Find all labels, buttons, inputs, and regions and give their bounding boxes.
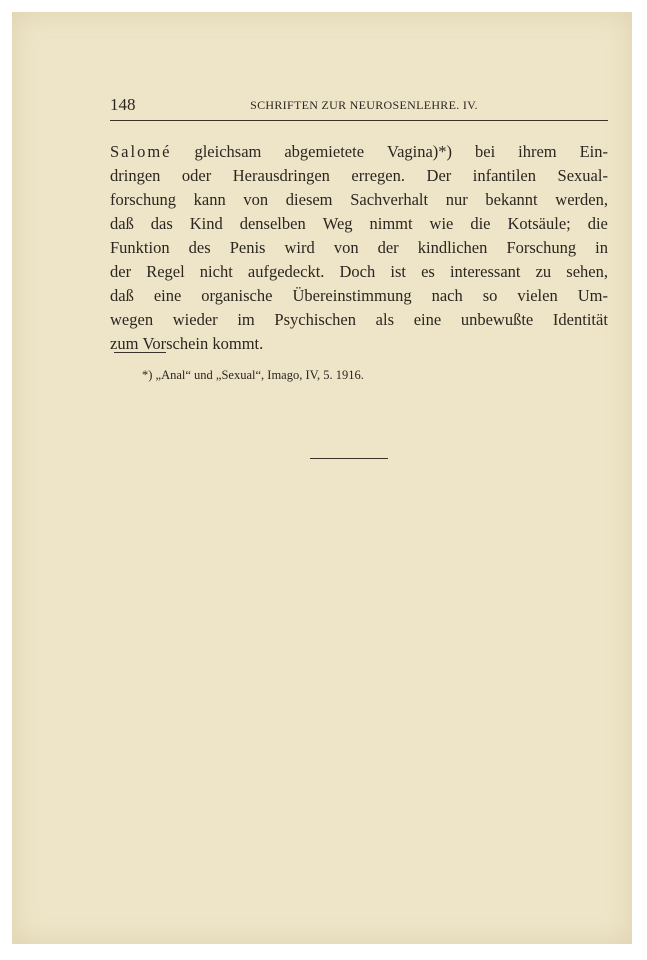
word: Funktion <box>110 238 170 257</box>
word: es <box>421 262 435 281</box>
page-number: 148 <box>110 95 136 114</box>
word: als <box>375 310 395 329</box>
footnote: *) „Anal“ und „Sexual“, Imago, IV, 5. 1916. <box>142 368 364 382</box>
word: Salomé <box>110 142 172 161</box>
word: erregen. <box>351 166 406 185</box>
text-line <box>110 236 608 260</box>
word: gleichsam <box>194 142 262 161</box>
text-line <box>110 284 608 308</box>
word: des <box>188 238 211 257</box>
word: von <box>333 238 359 257</box>
text-line <box>110 164 608 188</box>
text-line <box>110 212 608 236</box>
body-paragraph <box>110 140 608 356</box>
word: organische <box>201 286 273 305</box>
word: eine <box>413 310 442 329</box>
word: wieder <box>172 310 218 329</box>
word: wegen <box>110 310 154 329</box>
word: der <box>377 238 399 257</box>
word: zum <box>110 334 139 353</box>
word: zu <box>535 262 552 281</box>
word: Regel <box>146 262 185 281</box>
word: in <box>595 238 608 257</box>
text-line <box>110 188 608 212</box>
word: daß <box>110 286 134 305</box>
text-line <box>110 332 608 356</box>
word: der <box>110 262 132 281</box>
word: diesem <box>285 190 333 209</box>
word: denselben <box>239 214 306 233</box>
word: Weg <box>322 214 353 233</box>
word: im <box>237 310 255 329</box>
footnote-divider <box>114 352 166 353</box>
word: nimmt <box>369 214 413 233</box>
word: Penis <box>229 238 266 257</box>
word: ihrem <box>518 142 557 161</box>
text-line <box>110 140 608 164</box>
word: daß <box>110 214 134 233</box>
word: die <box>470 214 491 233</box>
word: eine <box>153 286 182 305</box>
word: sehen, <box>566 262 608 281</box>
word: abgemietete <box>284 142 365 161</box>
page-header <box>110 92 608 121</box>
word: Vorschein <box>142 334 209 353</box>
word: Sexual- <box>557 166 608 185</box>
word: bei <box>475 142 496 161</box>
word: Identität <box>552 310 608 329</box>
word: bekannt <box>485 190 538 209</box>
word: forschung <box>110 190 176 209</box>
word: Ein- <box>579 142 608 161</box>
word: die <box>587 214 608 233</box>
word: nicht <box>199 262 233 281</box>
word: das <box>150 214 173 233</box>
text-line <box>110 260 608 284</box>
word: kommt. <box>212 334 264 353</box>
running-title: SCHRIFTEN ZUR NEUROSENLEHRE. IV. <box>250 98 478 112</box>
word: werden, <box>555 190 608 209</box>
word: vielen <box>517 286 558 305</box>
word: kann <box>193 190 226 209</box>
word: Der <box>426 166 452 185</box>
word: Übereinstimmung <box>292 286 412 305</box>
text-line <box>110 308 608 332</box>
word: dringen <box>110 166 161 185</box>
word: kindlichen <box>417 238 488 257</box>
word: von <box>243 190 269 209</box>
word: aufgedeckt. <box>247 262 325 281</box>
word: infantilen <box>472 166 537 185</box>
word: unbewußte <box>460 310 534 329</box>
word: Psychischen <box>274 310 356 329</box>
word: Forschung <box>506 238 577 257</box>
word: so <box>482 286 498 305</box>
word: Kotsäule; <box>507 214 571 233</box>
word: Kind <box>189 214 223 233</box>
word: oder <box>181 166 212 185</box>
word: Doch <box>339 262 376 281</box>
word: Vagina)*) <box>386 142 453 161</box>
book-page <box>12 12 632 944</box>
word: wird <box>284 238 315 257</box>
word: wie <box>429 214 454 233</box>
word: ist <box>390 262 406 281</box>
word: interessant <box>449 262 521 281</box>
word: Sachverhalt <box>350 190 429 209</box>
word: nur <box>445 190 468 209</box>
section-end-rule <box>310 458 388 459</box>
word: Um- <box>577 286 608 305</box>
word: nach <box>431 286 463 305</box>
word: Herausdringen <box>232 166 330 185</box>
